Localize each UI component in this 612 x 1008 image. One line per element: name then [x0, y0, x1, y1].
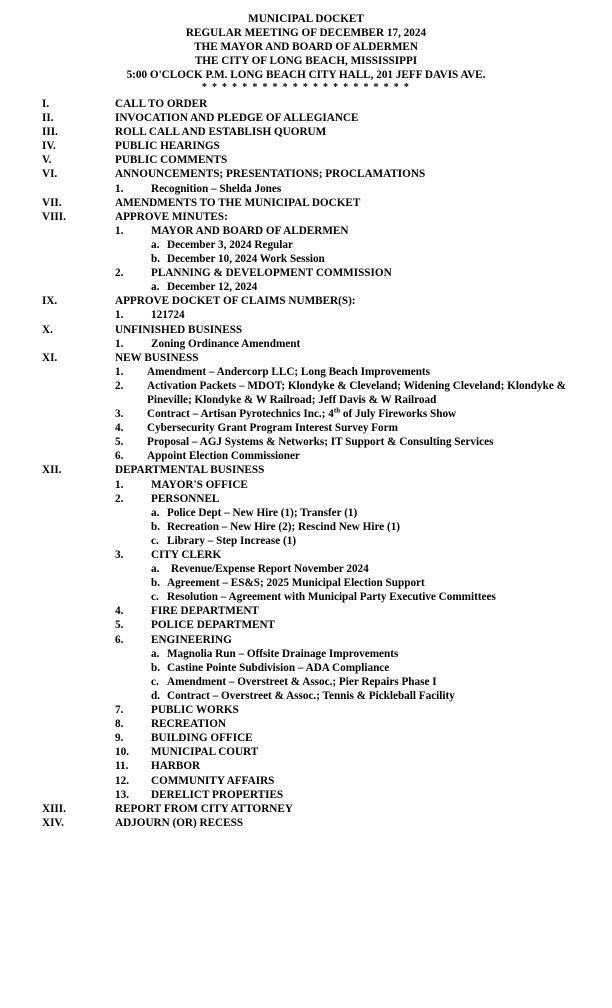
item-number: 1. [115, 182, 124, 195]
agenda-item [0, 97, 612, 111]
item-text: RECREATION [151, 718, 227, 731]
agenda-subitem [0, 745, 612, 759]
item-text: DERELICT PROPERTIES [151, 788, 284, 801]
item-number: IV. [42, 140, 56, 153]
item-number: 1. [115, 309, 124, 322]
item-number: 2. [115, 267, 124, 280]
item-text: MAYOR AND BOARD OF ALDERMEN [151, 224, 349, 237]
agenda-item [0, 816, 612, 830]
item-number: 1. [115, 224, 124, 237]
item-number: 13. [115, 788, 129, 801]
item-text: POLICE DEPARTMENT [151, 619, 276, 632]
agenda-subitem [0, 182, 612, 196]
agenda-item [0, 210, 612, 224]
item-letter: a. [151, 506, 160, 519]
item-text: COMMUNITY AFFAIRS [151, 774, 275, 787]
item-number: VII. [42, 196, 62, 209]
agenda-subitem [0, 492, 612, 506]
agenda-subsubitem [0, 590, 612, 604]
agenda-subitem [0, 703, 612, 717]
agenda-item [0, 196, 612, 210]
agenda-subitem [0, 759, 612, 773]
item-text: Amendment – Andercorp LLC; Long Beach Improvements [147, 365, 431, 378]
agenda-subitem [0, 224, 612, 238]
agenda-subitem [0, 717, 612, 731]
agenda-subitem [0, 407, 612, 421]
agenda-item [0, 111, 612, 125]
agenda-subsubitem [0, 280, 612, 294]
item-number: XI. [42, 351, 58, 364]
agenda-item [0, 167, 612, 181]
item-text: PUBLIC WORKS [151, 704, 239, 717]
item-text: MAYOR'S OFFICE [151, 478, 248, 491]
agenda-list [0, 97, 612, 830]
item-text: PLANNING & DEVELOPMENT COMMISSION [151, 267, 392, 280]
item-text: DEPARTMENTAL BUSINESS [115, 464, 265, 477]
agenda-subitem [0, 604, 612, 618]
header-title: MUNICIPAL DOCKET [248, 13, 364, 25]
item-text: 121724 [151, 309, 185, 322]
item-text: ADJOURN (OR) RECESS [115, 816, 244, 829]
agenda-subsubitem [0, 647, 612, 661]
agenda-subsubitem [0, 576, 612, 590]
item-number: II. [42, 112, 54, 125]
item-text: Library – Step Increase (1) [167, 534, 297, 547]
header-city: THE CITY OF LONG BEACH, MISSISSIPPI [194, 55, 418, 68]
item-text: ENGINEERING [151, 633, 232, 646]
item-text: Recognition – Shelda Jones [151, 182, 282, 195]
agenda-subitem [0, 774, 612, 788]
item-text: Resolution – Agreement with Municipal Party Executive Committees [167, 591, 496, 604]
item-text: Castine Pointe Subdivision – ADA Compliance [167, 661, 390, 674]
item-number: XIV. [42, 816, 64, 829]
agenda-subitem [0, 308, 612, 322]
item-text: Proposal – AGJ Systems & Networks; IT Support & Consulting Services [147, 436, 494, 449]
agenda-subitem [0, 421, 612, 435]
item-letter: b. [151, 520, 161, 533]
item-letter: b. [151, 253, 161, 266]
item-letter: c. [151, 675, 159, 688]
agenda-subitem [0, 266, 612, 280]
item-letter: b. [151, 661, 161, 674]
item-text: BUILDING OFFICE [151, 732, 253, 745]
item-text: NEW BUSINESS [115, 351, 199, 364]
agenda-subsubitem [0, 506, 612, 520]
item-text: AMENDMENTS TO THE MUNICIPAL DOCKET [115, 196, 361, 209]
item-number: VIII. [42, 210, 66, 223]
item-number: 1. [115, 365, 124, 378]
agenda-item [0, 323, 612, 337]
item-number: 12. [115, 774, 129, 787]
item-text: PUBLIC HEARINGS [115, 140, 220, 153]
item-text: ROLL CALL AND ESTABLISH QUORUM [115, 126, 327, 139]
agenda-subitem [0, 379, 612, 407]
agenda-item [0, 125, 612, 139]
agenda-subsubitem [0, 562, 612, 576]
agenda-item [0, 153, 612, 167]
item-text: MUNICIPAL COURT [151, 746, 259, 759]
item-text: Agreement – ES&S; 2025 Municipal Election Support [167, 577, 425, 590]
agenda-item [0, 139, 612, 153]
item-text: CITY CLERK [151, 549, 222, 561]
item-letter: b. [151, 577, 161, 590]
agenda-subitem [0, 337, 612, 351]
item-text: HARBOR [151, 760, 201, 773]
item-number: 3. [115, 549, 124, 561]
item-number: III. [42, 126, 58, 139]
item-text: Revenue/Expense Report November 2024 [171, 563, 369, 576]
item-letter: a. [151, 647, 160, 660]
agenda-subitem [0, 449, 612, 463]
agenda-subsubitem [0, 534, 612, 548]
item-text: December 3, 2024 Regular [167, 238, 293, 251]
item-letter: a. [151, 281, 160, 294]
item-text: PUBLIC COMMENTS [115, 154, 228, 167]
item-text: CALL TO ORDER [115, 98, 208, 110]
item-number: 9. [115, 732, 124, 745]
item-number: V. [42, 154, 52, 167]
agenda-item [0, 351, 612, 365]
item-number: 1. [115, 478, 124, 491]
item-number: 2. [115, 492, 124, 505]
agenda-item [0, 802, 612, 816]
item-number: 4. [115, 422, 124, 435]
agenda-subitem [0, 365, 612, 379]
item-number: 2. [115, 379, 124, 392]
item-text: REPORT FROM CITY ATTORNEY [115, 802, 293, 815]
header-star-divider: * * * * * * * * * * * * * * * * * * * * * [201, 82, 411, 94]
agenda-subitem [0, 788, 612, 802]
agenda-subsubitem [0, 675, 612, 689]
item-number: 6. [115, 633, 124, 646]
item-letter: c. [151, 534, 159, 547]
item-text-pre: Contract – Artisan Pyrotechnics Inc.; 4 [147, 408, 334, 421]
item-number: VI. [42, 168, 58, 181]
item-number: 8. [115, 718, 124, 731]
item-text: Contract – Overstreet & Assoc.; Tennis & Pickleball Facility [167, 689, 455, 702]
item-number: XIII. [42, 802, 66, 815]
item-number: 11. [115, 760, 129, 773]
item-number: IX. [42, 295, 58, 308]
item-number: 6. [115, 450, 124, 463]
item-text: Magnolia Run – Offsite Drainage Improvements [167, 647, 399, 660]
item-number: I. [42, 98, 50, 110]
item-text: APPROVE DOCKET OF CLAIMS NUMBER(S): [115, 295, 356, 308]
agenda-subitem [0, 478, 612, 492]
item-number: 7. [115, 704, 124, 717]
docket-header [0, 12, 612, 93]
item-text: ANNOUNCEMENTS; PRESENTATIONS; PROCLAMATIONS [115, 168, 426, 181]
item-text: FIRE DEPARTMENT [151, 605, 259, 618]
item-text: INVOCATION AND PLEDGE OF ALLEGIANCE [115, 112, 359, 125]
item-text: Activation Packets – MDOT; Klondyke & Cleveland; Widening Cleveland; Klondyke & Pineville; Klondyke & W Railroad; Jeff Davis & W Railroad [147, 379, 566, 406]
agenda-item [0, 294, 612, 308]
item-text: Recreation – New Hire (2); Rescind New Hire (1) [167, 520, 401, 533]
header-time-location: 5:00 O'CLOCK P.M. LONG BEACH CITY HALL, 201 JEFF DAVIS AVE. [126, 69, 486, 82]
item-letter: c. [151, 591, 159, 604]
item-number: 5. [115, 619, 124, 632]
agenda-subitem [0, 633, 612, 647]
item-letter: a. [151, 563, 160, 576]
item-text: Zoning Ordinance Amendment [151, 337, 301, 350]
agenda-subsubitem [0, 520, 612, 534]
ordinal-suffix: th [333, 406, 341, 415]
item-number: XII. [42, 464, 62, 477]
agenda-subsubitem [0, 238, 612, 252]
item-number: X. [42, 323, 53, 336]
item-number: 5. [115, 436, 124, 449]
item-text: Amendment – Overstreet & Assoc.; Pier Repairs Phase I [167, 675, 437, 688]
item-text [147, 407, 456, 421]
item-text: APPROVE MINUTES: [115, 210, 228, 223]
item-text: Appoint Election Commissioner [147, 450, 300, 463]
item-text: December 10, 2024 Work Session [167, 253, 325, 266]
item-text: Police Dept – New Hire (1); Transfer (1) [167, 506, 358, 519]
agenda-subitem [0, 731, 612, 745]
agenda-subsubitem [0, 252, 612, 266]
item-text: UNFINISHED BUSINESS [115, 323, 243, 336]
agenda-subitem [0, 618, 612, 632]
agenda-subitem [0, 548, 612, 562]
item-number: 4. [115, 605, 124, 618]
item-text: Cybersecurity Grant Program Interest Survey Form [147, 422, 398, 435]
header-board: THE MAYOR AND BOARD OF ALDERMEN [194, 41, 418, 54]
agenda-subsubitem [0, 689, 612, 703]
item-number: 3. [115, 408, 124, 421]
header-meeting: REGULAR MEETING OF DECEMBER 17, 2024 [185, 27, 427, 40]
item-number: 10. [115, 746, 129, 759]
item-text-post: of July Fireworks Show [340, 408, 457, 421]
agenda-item [0, 463, 612, 477]
item-text: PERSONNEL [151, 492, 220, 505]
item-text: December 12, 2024 [167, 281, 258, 294]
item-letter: a. [151, 238, 160, 251]
item-number: 1. [115, 337, 124, 350]
item-letter: d. [151, 689, 161, 702]
agenda-subitem [0, 435, 612, 449]
agenda-subsubitem [0, 661, 612, 675]
